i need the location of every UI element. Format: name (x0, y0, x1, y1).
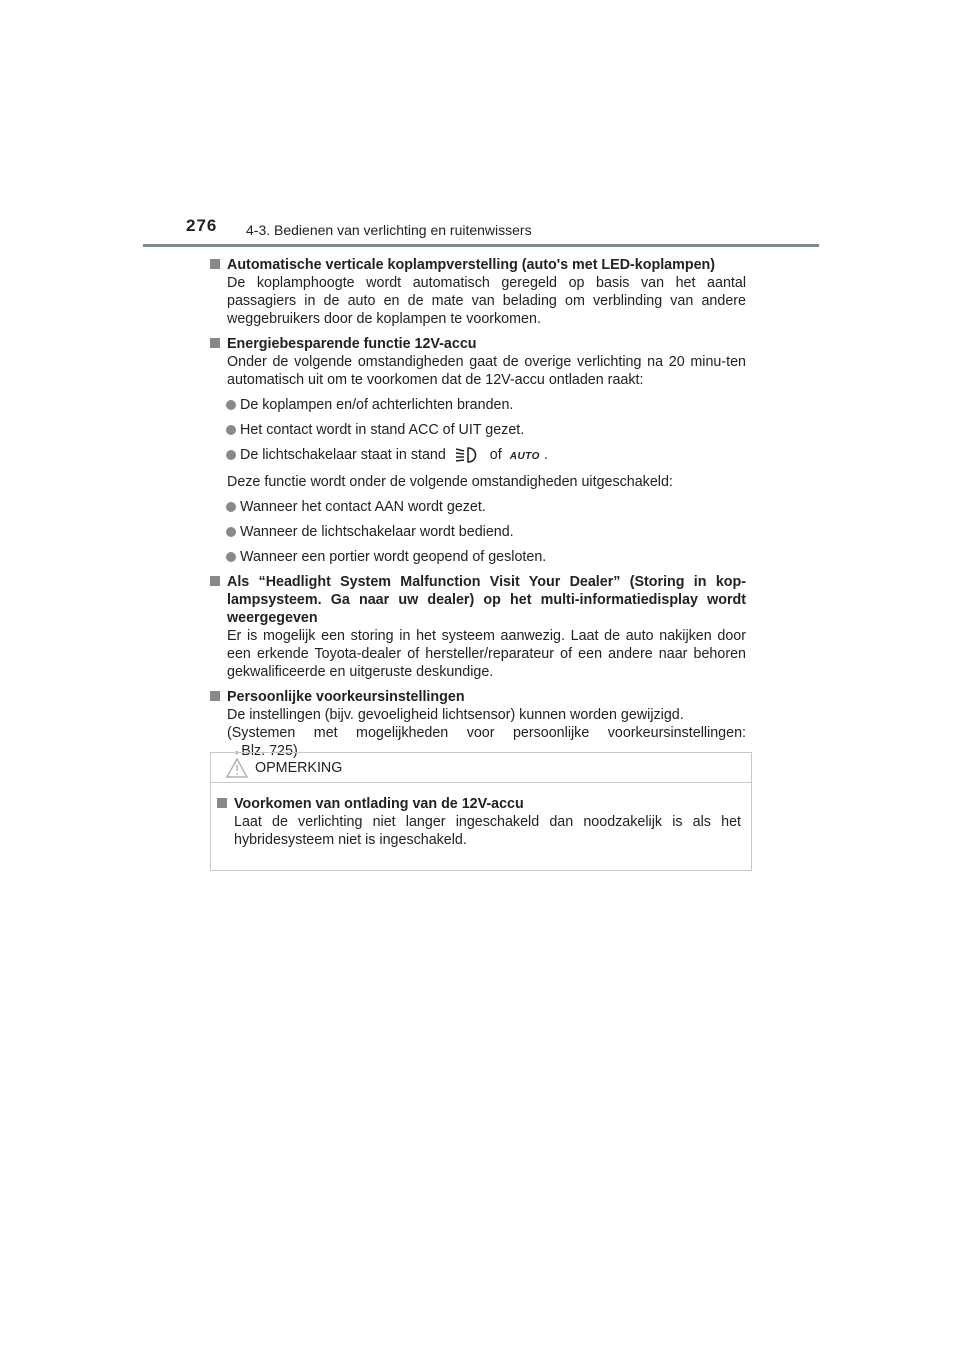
main-content (210, 256, 746, 767)
notice-header (211, 753, 751, 783)
round-bullet-icon (226, 400, 236, 410)
list-item: De koplampen en/of achterlichten branden. (210, 396, 746, 414)
round-bullet-icon (226, 527, 236, 537)
section-heading: Persoonlijke voorkeursinstellingen (210, 688, 746, 706)
page-reference-link[interactable]: →Blz. 725) (227, 743, 298, 759)
section-note: Deze functie wordt onder de volgende omstandigheden uitgeschakeld: (227, 474, 673, 490)
square-bullet-icon (210, 691, 220, 701)
list-item: Het contact wordt in stand ACC of UIT gezet. (210, 421, 746, 439)
page-header (186, 216, 826, 246)
square-bullet-icon (217, 798, 227, 808)
round-bullet-icon (226, 450, 236, 460)
round-bullet-icon (226, 502, 236, 512)
section-heading: Automatische verticale koplampverstelling (auto's met LED-koplampen) (210, 256, 746, 274)
section-body: De koplamphoogte wordt automatisch geregeld op basis van het aantal passagiers in de auto en de mate van belading om verblinding van andere weggebruikers door de koplampen te voorkomen. (227, 275, 746, 327)
section-body: Onder de volgende omstandigheden gaat de overige verlichting na 20 minu-ten automatisch uit om te voorkomen dat de 12V-accu ontladen raakt: (227, 354, 746, 388)
auto-icon: AUTO (509, 451, 540, 462)
section-body: Er is mogelijk een storing in het systeem aanwezig. Laat de auto nakijken door een erkende Toyota-dealer of hersteller/reparateur of een andere naar behoren gekwalificeerde en uitgeruste deskundige. (227, 628, 746, 680)
section-title: 4-3. Bedienen van verlichting en ruitenwissers (246, 222, 532, 238)
section-heading: Als “Headlight System Malfunction Visit Your Dealer” (Storing in kop-lampsysteem. Ga naar uw dealer) op het multi-informatiedisplay wordt weergegeven (210, 573, 746, 627)
header-rule (143, 244, 819, 247)
notice-text: Laat de verlichting niet langer ingeschakeld dan noodzakelijk is als het hybridesysteem niet is ingeschakeld. (234, 814, 741, 848)
section-body-continued: (Systemen met mogelijkheden voor persoonlijke voorkeursinstellingen: (227, 725, 746, 741)
page-number: 276 (186, 216, 218, 235)
list-item: Wanneer een portier wordt geopend of gesloten. (210, 548, 746, 566)
section-body: De instellingen (bijv. gevoeligheid lichtsensor) kunnen worden gewijzigd. (227, 707, 684, 723)
list-item: De lichtschakelaar staat in stand of AUTO . (210, 446, 746, 466)
headlight-icon (454, 446, 482, 464)
section-auto-leveling (210, 256, 746, 328)
round-bullet-icon (226, 425, 236, 435)
warning-triangle-icon (225, 757, 249, 779)
section-customization (210, 688, 746, 760)
section-battery-saver (210, 335, 746, 566)
square-bullet-icon (210, 259, 220, 269)
list-item: Wanneer de lichtschakelaar wordt bediend. (210, 523, 746, 541)
notice-body (217, 795, 741, 849)
notice-heading: Voorkomen van ontlading van de 12V-accu (217, 795, 741, 813)
notice-box (210, 752, 752, 871)
section-malfunction-message (210, 573, 746, 681)
notice-title: OPMERKING (255, 760, 343, 776)
round-bullet-icon (226, 552, 236, 562)
list-item: Wanneer het contact AAN wordt gezet. (210, 498, 746, 516)
section-heading: Energiebesparende functie 12V-accu (210, 335, 746, 353)
square-bullet-icon (210, 576, 220, 586)
square-bullet-icon (210, 338, 220, 348)
